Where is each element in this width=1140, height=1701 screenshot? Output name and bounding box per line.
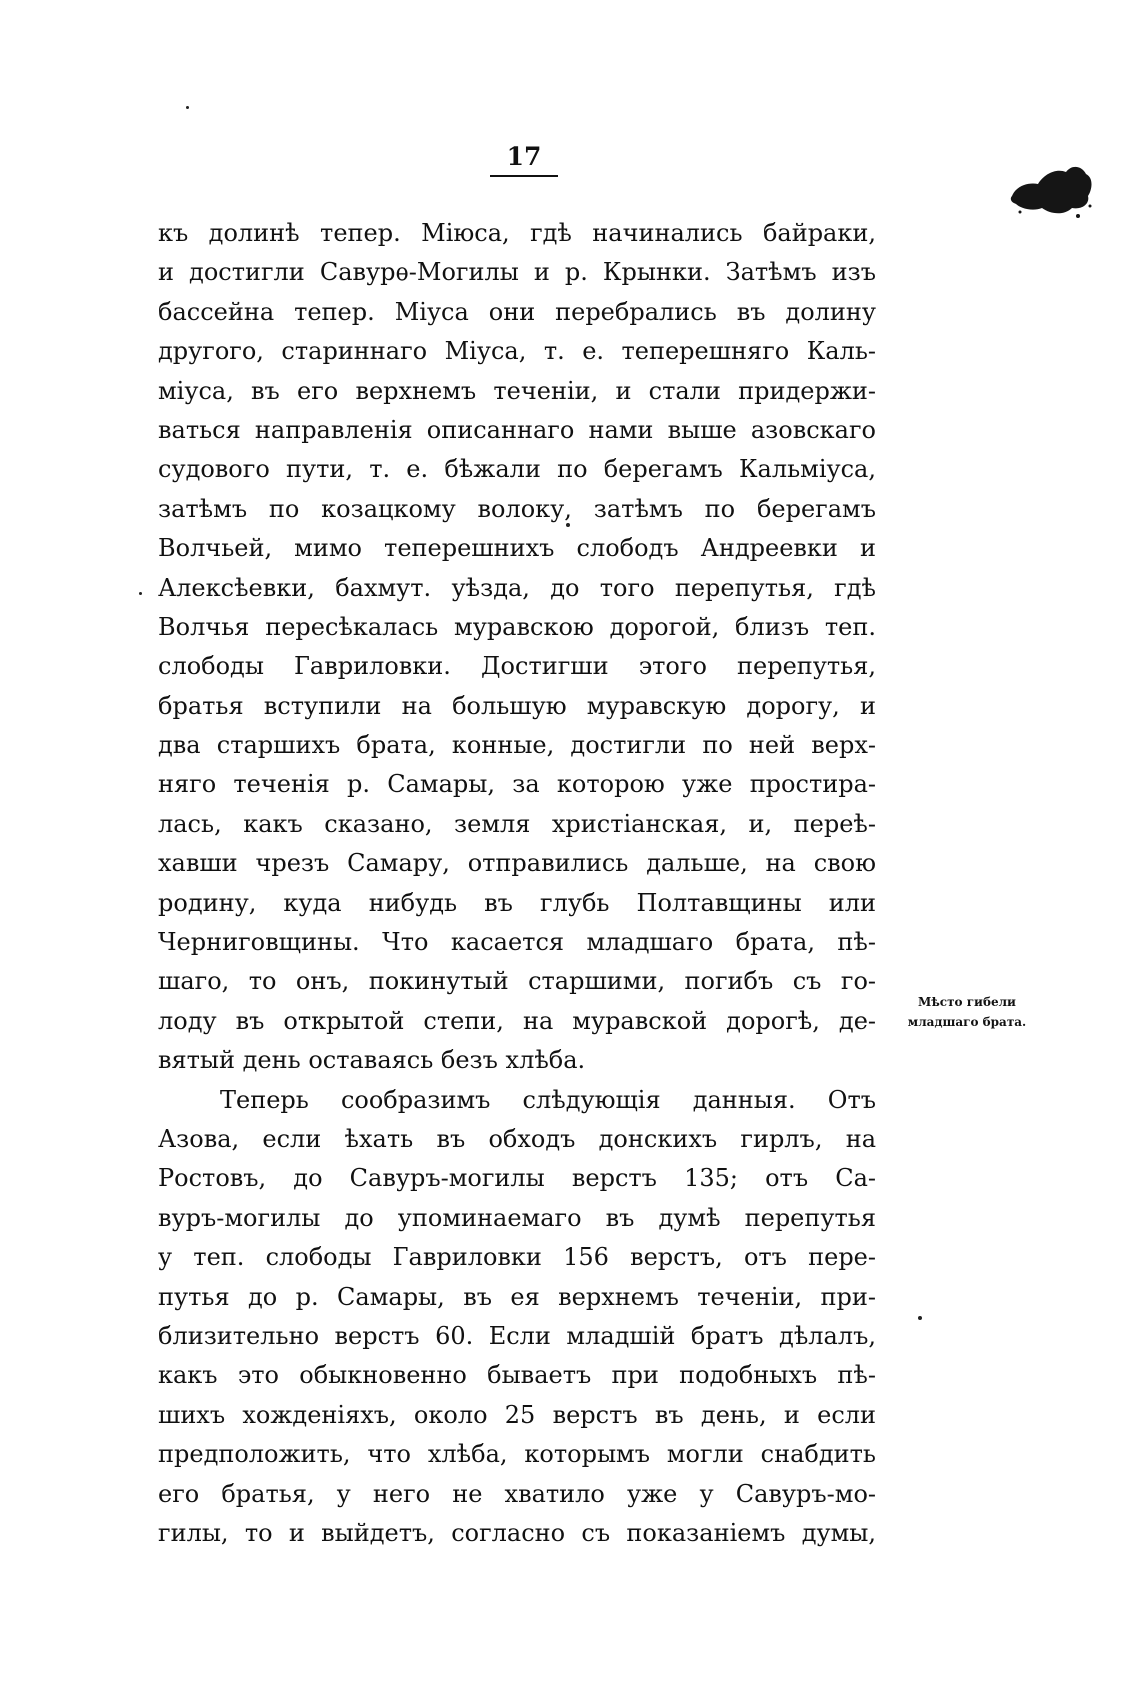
- text-line: вуръ-могилы до упоминаемаго въ думѣ перепутья: [158, 1203, 876, 1232]
- speck-mark: [186, 106, 189, 109]
- text-line: судового пути, т. е. бѣжали по берегамъ Кальміуса,: [158, 455, 876, 484]
- text-line: Теперь сообразимъ слѣдующія данныя. Отъ: [220, 1085, 876, 1114]
- text-line: гилы, то и выйдетъ, согласно съ показаніемъ думы,: [158, 1518, 876, 1547]
- text-line: хавши чрезъ Самару, отправились дальше, на свою: [158, 849, 876, 878]
- text-line: Волчья пересѣкалась муравскою дорогой, близъ теп.: [158, 612, 876, 641]
- text-line: къ долинѣ тепер. Міюса, гдѣ начинались байраки,: [158, 219, 876, 247]
- text-line: другого, стариннаго Міуса, т. е. теперешняго Каль-: [158, 337, 876, 366]
- text-line: няго теченія р. Самары, за которою уже простира-: [158, 770, 876, 799]
- text-line: шаго, то онъ, покинутый старшими, погибъ съ го-: [158, 967, 876, 996]
- text-line: Волчьей, мимо теперешнихъ слободъ Андреевки и: [158, 534, 876, 563]
- text-line: міуса, въ его верхнемъ теченіи, и стали придержи-: [158, 376, 876, 405]
- text-line: ваться направленія описаннаго нами выше азовскаго: [158, 415, 876, 444]
- text-line: лоду въ открытой степи, на муравской дорогѣ, де-: [158, 1006, 876, 1035]
- page-number: 17: [490, 142, 558, 177]
- text-line: слободы Гавриловки. Достигши этого перепутья,: [158, 652, 876, 681]
- text-line: Ростовъ, до Савуръ-могилы верстъ 135; отъ Са-: [158, 1164, 876, 1193]
- margin-note-line: Мѣсто гибели: [918, 995, 1016, 1009]
- text-line: путья до р. Самары, въ ея верхнемъ теченіи, при-: [158, 1282, 876, 1311]
- text-line: вятый день оставаясь безъ хлѣба.: [158, 1046, 586, 1075]
- speck-mark: [566, 523, 570, 527]
- text-line: лась, какъ сказано, земля христіанская, и, переѣ-: [158, 809, 876, 838]
- text-line: Азова, если ѣхать въ обходъ донскихъ гирлъ, на: [158, 1124, 876, 1153]
- text-line: Черниговщины. Что касается младшаго брата, пѣ-: [158, 928, 876, 957]
- text-line: у теп. слободы Гавриловки 156 верстъ, отъ пере-: [158, 1243, 876, 1272]
- text-line: братья вступили на большую муравскую дорогу, и: [158, 691, 876, 720]
- body-text: [158, 214, 876, 1553]
- text-line: его братья, у него не хватило уже у Савуръ-мо-: [158, 1479, 876, 1508]
- speck-mark: [918, 1316, 922, 1320]
- speck-mark: [139, 592, 142, 595]
- text-line: два старшихъ брата, конные, достигли по ней верх-: [158, 731, 876, 760]
- ink-blot-icon: [1008, 160, 1094, 224]
- text-line: предположить, что хлѣба, которымъ могли снабдить: [158, 1440, 876, 1469]
- text-line: родину, куда нибудь въ глубь Полтавщины или: [158, 888, 876, 917]
- margin-note-line: младшаго брата.: [907, 1015, 1027, 1029]
- text-line: и достигли Савурѳ-Могилы и р. Крынки. Затѣмъ изъ: [158, 258, 876, 287]
- text-line: затѣмъ по козацкому волоку, затѣмъ по берегамъ: [158, 494, 876, 523]
- margin-note: [892, 992, 1042, 1032]
- text-line: какъ это обыкновенно бываетъ при подобныхъ пѣ-: [158, 1361, 876, 1390]
- text-line: Алексѣевки, бахмут. уѣзда, до того перепутья, гдѣ: [158, 573, 876, 602]
- text-line: бассейна тепер. Міуса они перебрались въ долину: [158, 297, 876, 326]
- text-line: близительно верстъ 60. Если младшій братъ дѣлалъ,: [158, 1321, 876, 1350]
- text-line: шихъ хожденіяхъ, около 25 верстъ въ день, и если: [158, 1400, 876, 1429]
